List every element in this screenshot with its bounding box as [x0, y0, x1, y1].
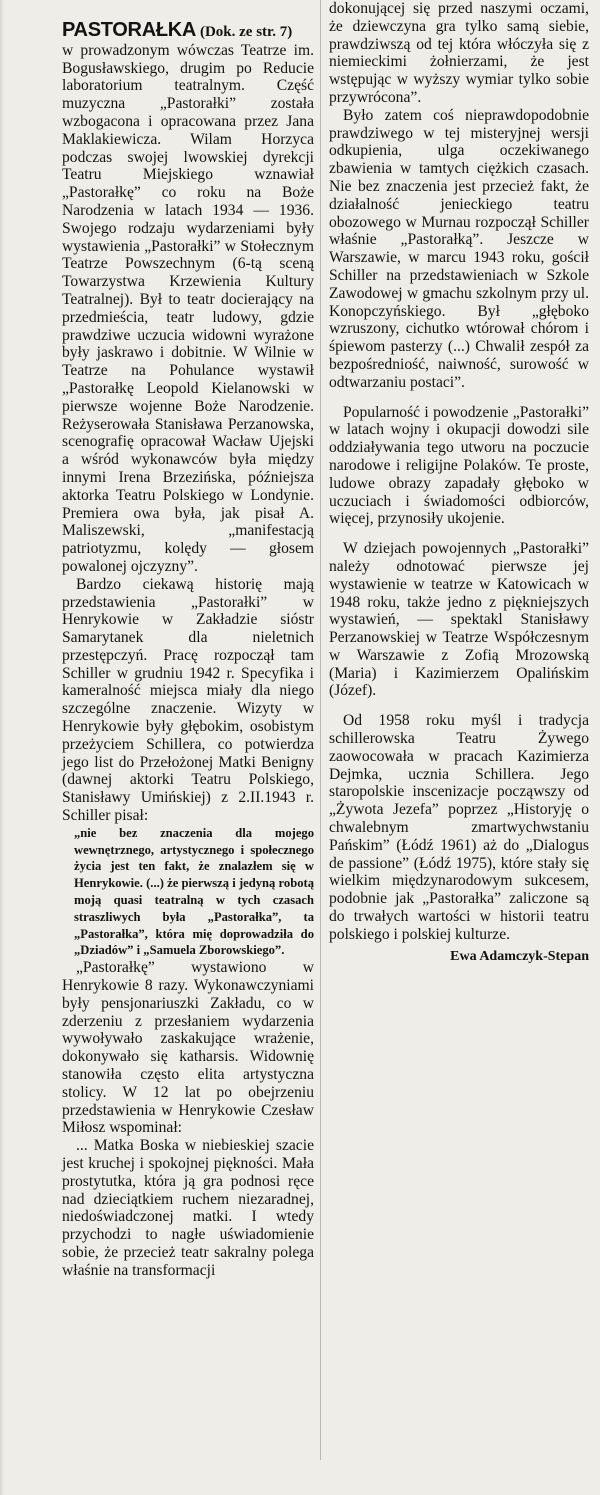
continuation-reference: (Dok. ze str. 7)	[199, 24, 293, 40]
left-paragraph-4: ... Matka Boska w niebieskiej szacie jest kruchej i spokojnej piękności. Mała prostytutka, która ją gra podnosi ręce nad dzieciątkiem ruchem niezaradnej, niedoświadczonej matki. I wtedy przychodzi to nagłe uświadomienie sobie, że przecież teatr sakralny polega właśnie na transformacji	[62, 1137, 314, 1279]
right-paragraph-5: Od 1958 roku myśl i tradycja schillerowska Teatru Żywego zaowocowała w pracach Kazimierza Dejmka, ucznia Schillera. Jego staropolskie inscenizacje począwszy od „Żywota Jezefa” poprzez „Historyję o chwalebnym zmartwychwstaniu Pańskim” (Łódź 1961) aż do „Dialogus de passione” (Łódź 1975), które stały się wielkim międzynarodowym sukcesem, podobnie jak „Pastorałka” zaliczone są do trwałych wartości w historii teatru polskiego i polskiej kulturze.	[329, 712, 589, 943]
right-column	[329, 0, 589, 965]
column-divider	[320, 0, 321, 1460]
right-paragraph-2: Było zatem coś nieprawdopodobnie prawdziwego w tej misteryjnej wersji odkupienia, ulga oczekiwanego zbawienia w tamtych ciężkich czasach. Nie bez znaczenia jest przecież fakt, że działalność jenieckiego teatru obozowego w Murnau rozpoczął Schiller właśnie „Pastorałką”. Jeszcze w Warszawie, w marcu 1943 roku, gościł Schiller na przedstawieniach w Szkole Zawodowej w gmachu szkolnym przy ul. Konopczyńskiego. Był „głęboko wzruszony, cichutko wtórował chórom i śpiewom pasterzy (...) Chwalił zespół za bezpośredniość, naiwność, surowość w odtwarzaniu postaci”.	[329, 106, 589, 391]
left-paragraph-2: Bardzo ciekawą historię mają przedstawienia „Pastorałki” w Henrykowie w Zakładzie sióstr Samarytanek dla nieletnich przestępczyń. Pracę rozpoczął tam Schiller w grudniu 1942 r. Specyfika i kameralność miejsca miały dla niego szczególne znaczenie. Wizyty w Henrykowie były głębokim, osobistym przeżyciem Schillera, co potwierdza jego list do Przełożonej Matki Benigny (dawnej aktorki Teatru Polskiego, Stanisławy Umińskiej) z 2.II.1943 r. Schiller pisał:	[62, 575, 314, 825]
schiller-letter-quote: „nie bez znaczenia dla mojego wewnętrznego, artystycznego i społecznego życia jest ten fakt, że znalazłem się w Henrykowie. (...) że pierwszą i jedyną robotą moją quasi teatralną w tych czasach straszliwych była „Pastorałka”, ta „Pastorałka”, która mię doprowadziła do „Dziadów” i „Samuela Zborowskiego”.	[74, 825, 314, 958]
author-byline: Ewa Adamczyk-Stepan	[450, 948, 589, 964]
right-paragraph-4: W dziejach powojennych „Pastorałki” należy odnotować pierwsze jej wystawienie w teatrze w Katowicach w 1948 roku, także jedno z piękniejszych wystawień, — spektakl Stanisławy Perzanowskiej w Teatrze Współczesnym w Warszawie z Zofią Mrozowską (Maria) i Kazimierzem Opalińskim (Józef).	[329, 540, 589, 700]
left-paragraph-1: w prowadzonym wówczas Teatrze im. Bogusławskiego, drugim po Reducie laboratorium teatralnym. Część muzyczna „Pastorałki” została wzbogacona i opracowana przez Jana Maklakiewicza. Wilam Horzyca podczas swojej lwowskiej dyrekcji Teatru Miejskiego wznawiał „Pastorałkę” co roku na Boże Narodzenia w latach 1934 — 1936. Swojego rodzaju wydarzeniami były wystawienia „Pastorałki” w Stołecznym Teatrze Powszechnym (6-tą sceną Towarzystwa Krzewienia Kultury Teatralnej). Był to teatr docierający na przedmieścia, teatr ludowy, gdzie prawdziwe uczucia widowni wyrażone były jaskrawo i dobitnie. W Wilnie w Teatrze na Pohulance wystawił „Pastorałkę Leopold Kielanowski w pierwsze wojenne Boże Narodzenie. Reżyserowała Stanisława Perzanowska, scenografię opracował Wacław Ujejski a wśród wykonawców była między innymi Irena Brzezińska, późniejsza aktorka Teatru Polskiego w Londynie. Premiera owa była, jak pisał A. Maliszewski, „manifestacją patriotyzmu, kolędy — głosem powalonej ojczyzny”.	[62, 41, 314, 575]
scan-edge	[0, 0, 4, 1495]
right-paragraph-3: Popularność i powodzenie „Pastorałki” w latach wojny i okupacji dowodzi sile oddziaływania tego utworu na poczucie narodowe i religijne Polaków. Te proste, ludowe obrazy zapadały głęboko w uczuciach i świadomości odbiorców, więcej, przynosiły ukojenie.	[329, 403, 589, 528]
article-headline: PASTORAŁKA	[62, 19, 197, 41]
left-column	[62, 19, 314, 1280]
left-paragraph-3: „Pastorałkę” wystawiono w Henrykowie 8 razy. Wykonawczyniami były pensjonariuszki Zakładu, co w zderzeniu z przesłaniem wydarzenia wywoływało zaskakujące wrażenie, dokonywało się katharsis. Widownię stanowiła często elita artystyczna stolicy. W 12 lat po obejrzeniu przedstawienia w Henrykowie Czesław Miłosz wspominał:	[62, 959, 314, 1137]
right-paragraph-1: dokonującej się przed naszymi oczami, że dziewczyna gra tylko samą siebie, prawdziwszą od tej która włóczyła się z niemieckimi żołnierzami, że jest wstępując w wyższy wymiar tylko sobie przywrócona”.	[329, 0, 589, 106]
headline-line	[62, 19, 314, 42]
